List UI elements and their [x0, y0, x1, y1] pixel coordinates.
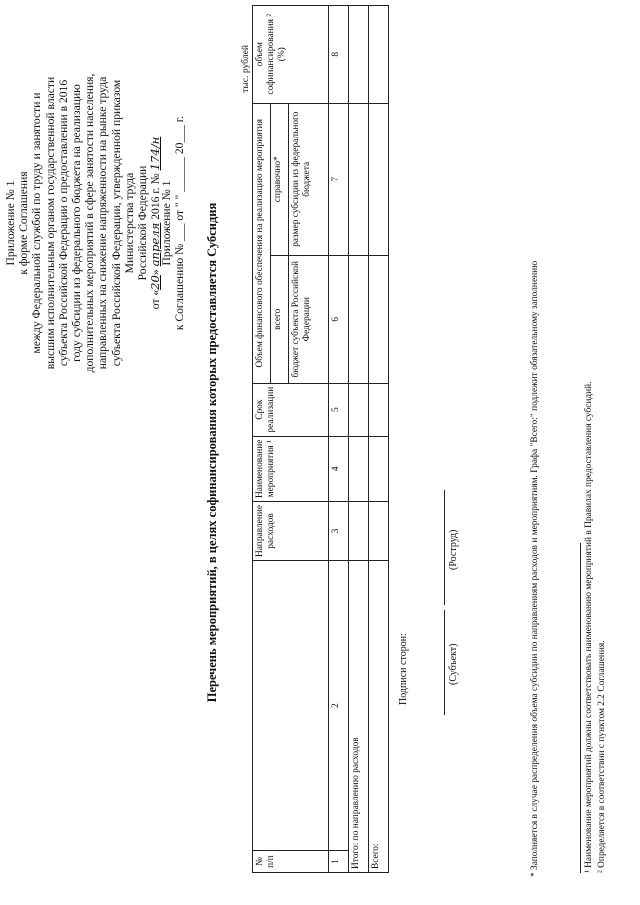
column-number: 6: [329, 255, 349, 383]
signature-subject: (Субъект): [448, 643, 459, 685]
header-event-name: Наименование мероприятия ¹: [253, 436, 329, 501]
subtotal-label: Итого: по направлению расходов: [349, 561, 369, 873]
header-direction: Направление расходов: [253, 501, 329, 560]
header-num: № п/п: [253, 851, 329, 873]
header-total: всего: [271, 255, 289, 383]
header-federal-subsidy: размер субсидии из федерального бюджета: [289, 103, 329, 255]
order-number: 174/н: [148, 136, 163, 171]
column-number: 4: [329, 436, 349, 501]
appendix-header-line: дополнительных мероприятий в сфере занятости населения,: [83, 73, 97, 373]
appendix-header-line: Министерства труда: [122, 172, 136, 274]
footnote-2: ² Определяется в соответствии с пунктом 2.2 Соглашения.: [597, 640, 607, 873]
appendix-header-line: к форме Соглашения: [17, 171, 31, 275]
appendix-header-line: направленных на снижение напряженности на рынке труда: [96, 76, 110, 370]
column-number: 1: [329, 851, 349, 873]
column-number: 2: [329, 561, 349, 851]
footnote-1: ¹ Наименование мероприятий должны соответствовать наименованию мероприятий в Правилах предоставления субсидий.: [584, 381, 594, 873]
header-reference: справочно*: [271, 103, 289, 255]
appendix-header: [4, 58, 162, 388]
appendix-header-line: между Федеральной службой по труду и занятости и: [30, 92, 44, 354]
order-month: апреля: [148, 222, 163, 267]
appendix-header-line: Российской Федерации: [136, 165, 150, 281]
column-number: 5: [329, 383, 349, 436]
annex-subtitle: к Соглашению № ___ от " " ______ 20___ г.: [173, 115, 187, 331]
appendix-header-line: субъекта Российской Федерации о предоставлении в 2016: [56, 79, 70, 367]
appendix-header-line: году субсидии из федерального бюджета на реализацию: [70, 84, 84, 362]
signature-line-rostrud: [444, 490, 445, 605]
events-table: [252, 5, 389, 873]
document-title: Перечень мероприятий, в целях софинансирования которых предоставляется Субсидия: [205, 202, 219, 703]
column-number: 3: [329, 501, 349, 560]
asterisk-note: * Заполняется в случае распределения объема субсидии по направлениям расходов и мероприятиям. Графа "Всего:" подлежит обязательному заполнению: [530, 260, 540, 877]
footnote-divider: [580, 543, 581, 873]
annex-header: [160, 58, 186, 388]
order-day: 20: [148, 275, 163, 290]
signatures-title: Подписи сторон:: [398, 633, 409, 705]
column-number: 7: [329, 103, 349, 255]
order-date-line: от «20» апреля 2016 г. № 174/н: [148, 136, 163, 310]
header-term: Срок реализации: [253, 383, 329, 436]
total-label: Всего:: [369, 561, 389, 873]
header-cofinancing: объем софинансирования ² (%): [253, 5, 329, 103]
currency-note: тыс. рублей: [240, 45, 251, 93]
column-number: 8: [329, 5, 349, 103]
header-regional-budget: бюджет субъекта Российской Федерации: [289, 255, 329, 383]
appendix-header-line: Приложение № 1: [4, 180, 17, 266]
appendix-header-line: высшим исполнительным органом государственной власти: [43, 76, 57, 370]
signature-rostrud: (Роструд): [448, 529, 459, 570]
appendix-header-line: субъекта Российской Федерации, утвержденной приказом: [109, 79, 123, 367]
annex-title: Приложение № 1: [160, 180, 173, 266]
header-volume: Объем финансового обеспечения на реализацию мероприятия: [253, 103, 271, 383]
signature-line-subject: [444, 610, 445, 715]
